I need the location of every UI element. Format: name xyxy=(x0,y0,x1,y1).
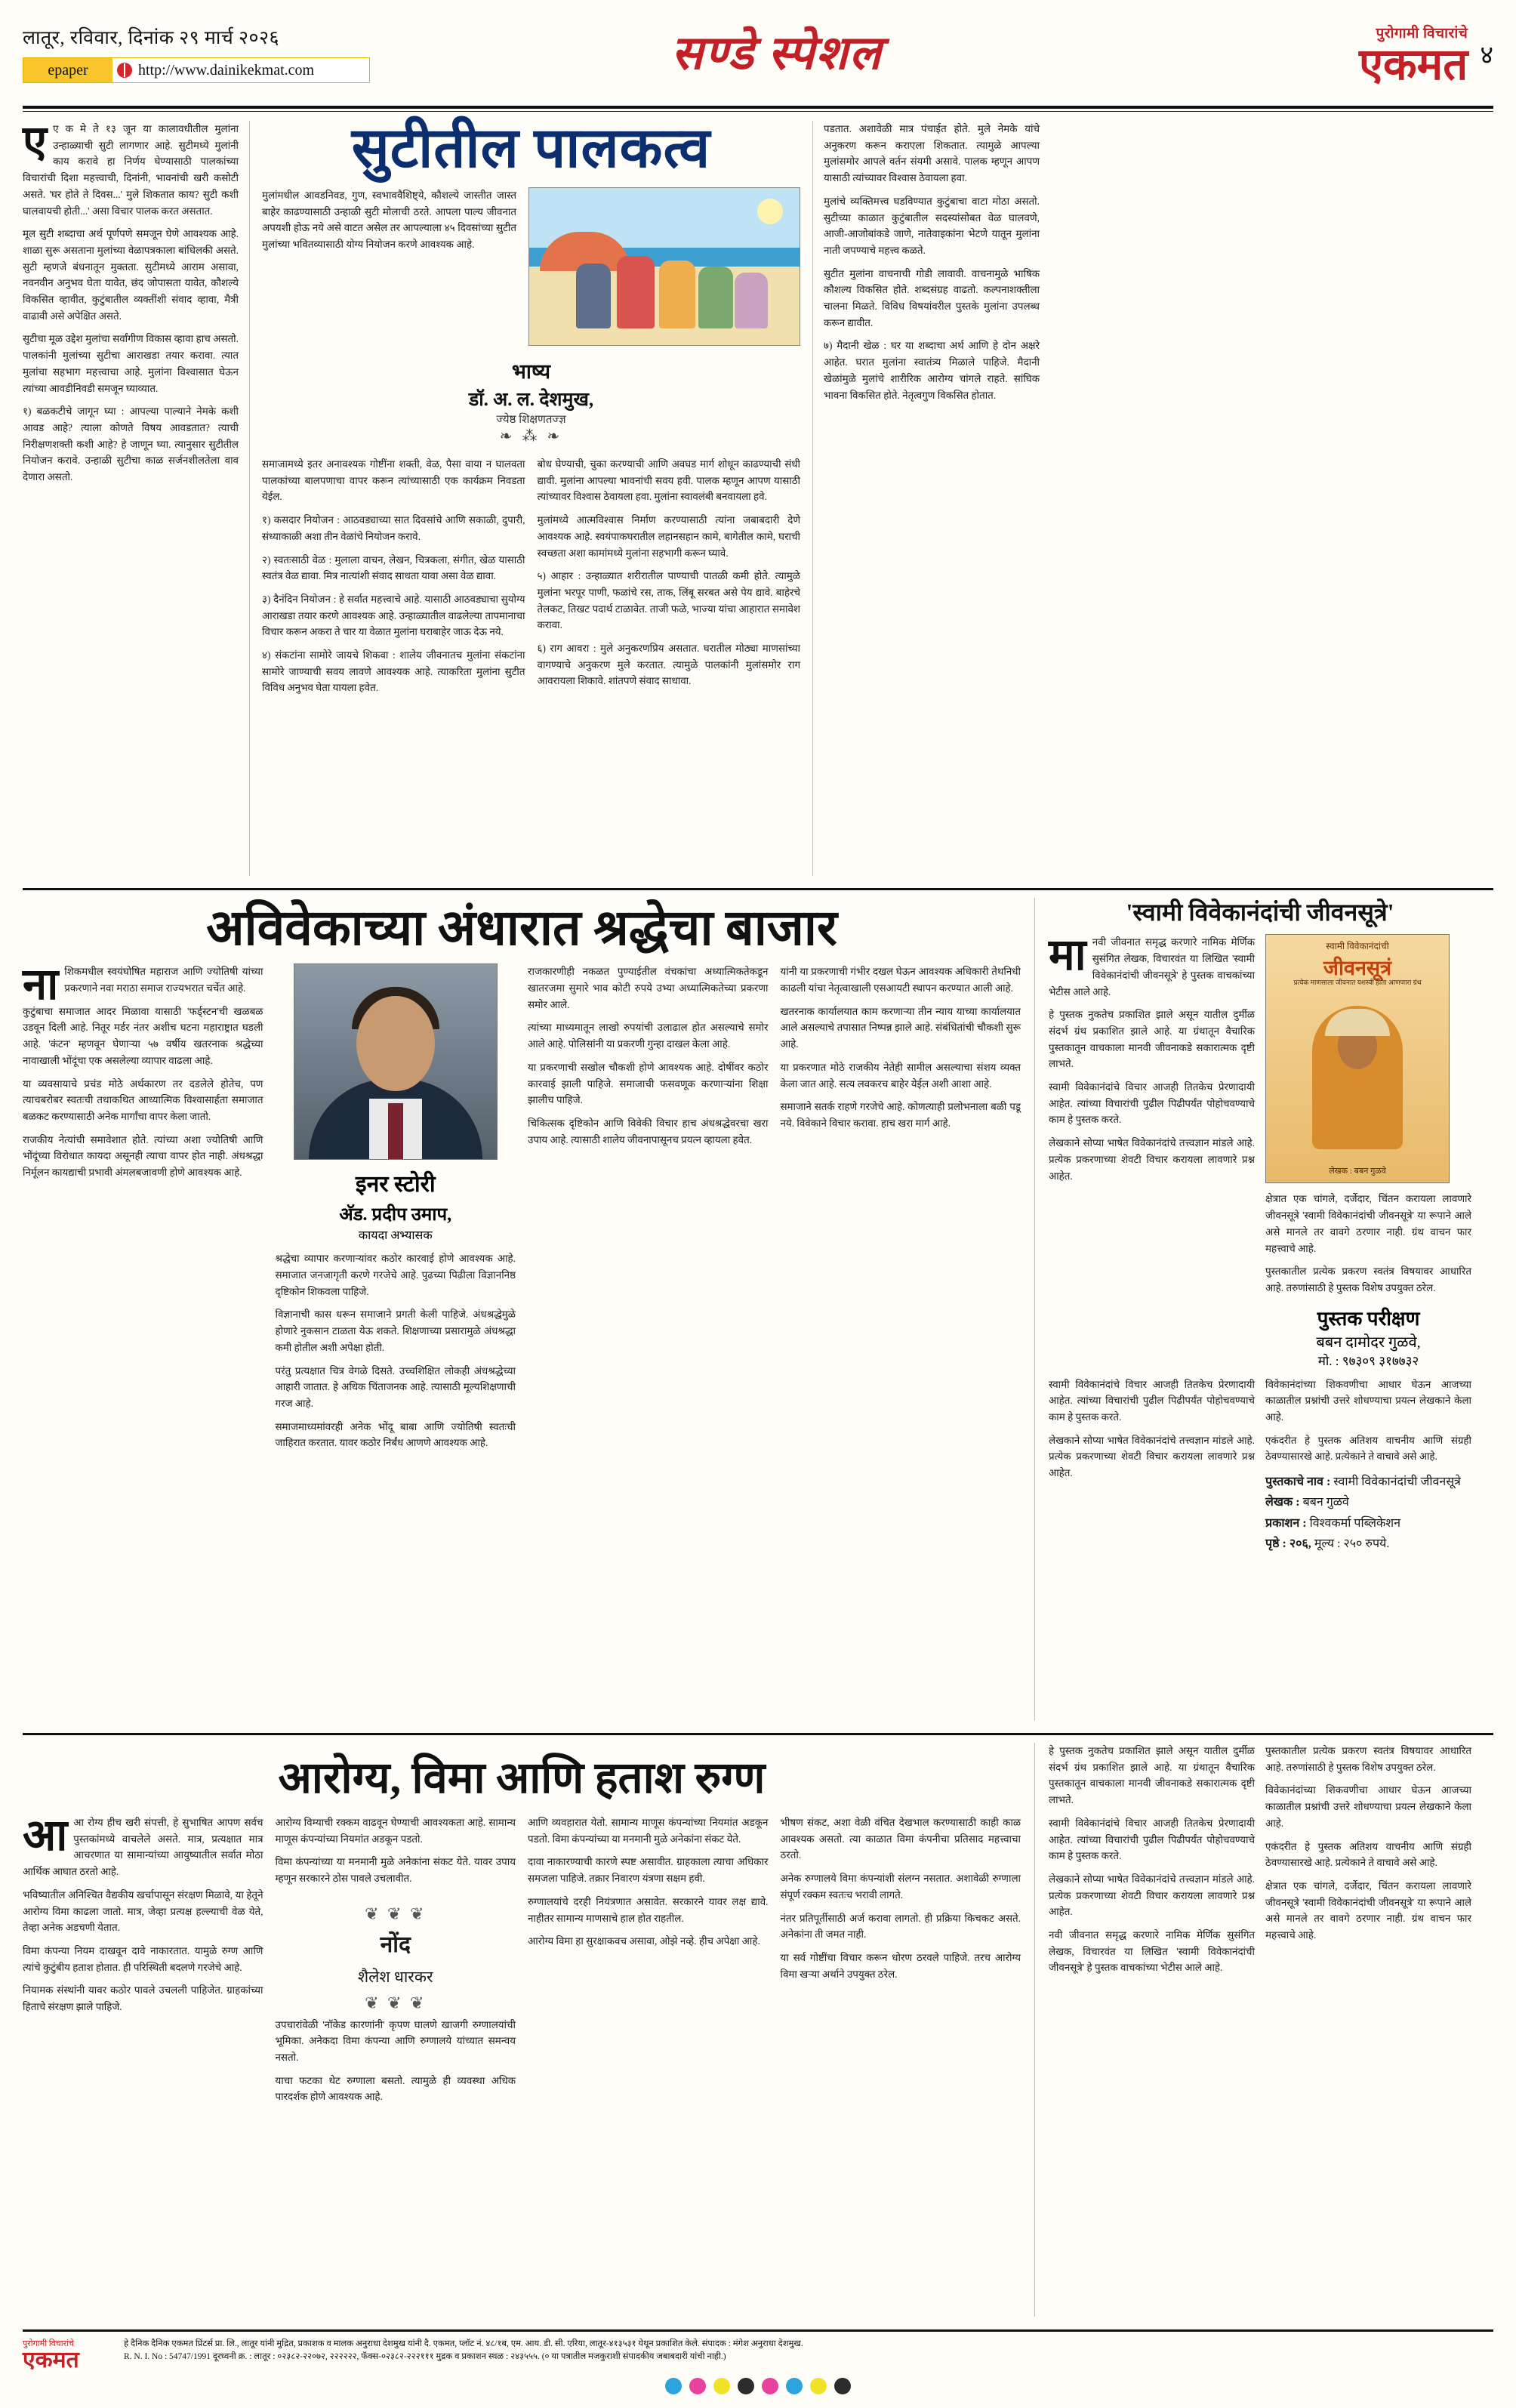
footer-body xyxy=(23,2332,1493,2372)
footer-rni-line: R. N. I. No : 54747/1991 दूरध्वनी क्र. : लातूर : ०२३८२-२२०७२, २२२२२२, फॅक्स-०२३८२-२२२१११ मुद्रक व प्रकाशन स्थळ : २४३५५५. (० या पत्रातील मजकुराशी संपादकीय जबाबदारी यांची नाही.) xyxy=(124,2352,726,2362)
epaper-label: epaper xyxy=(48,61,88,79)
child-figure xyxy=(659,261,695,328)
s3-c1-p1: आआ रोग्य हीच खरी संपत्ती, हे सुभाषित आपण सर्वच पुस्तकांमध्ये वाचलेले असते. मात्र, प्रत्यक्षात मात्र आचरणात या सामान्यांच्या आयुष्यातील सर्वात मोठा आर्थिक आघात ठरतो आहे. xyxy=(23,1811,263,1878)
s2-main-article xyxy=(23,898,1034,1721)
s3-c2-p4: याचा फटका थेट रुग्णाला बसतो. त्यामुळे ही व्यवस्था अधिक पारदर्शक होणे आवश्यक आहे. xyxy=(275,2074,516,2103)
s2-c2-p1: श्रद्धेचा व्यापार करणाऱ्यांवर कठोर कारवाई होणे आवश्यक आहे. समाजात जनजागृती करणे गरजेचे आहे. पुढच्या पिढीला विज्ञाननिष्ठ दृष्टिकोन शिकवला पाहिजे. xyxy=(275,1253,516,1297)
book-review-column-2-text xyxy=(1265,1191,1471,1296)
s1-c1-p1: एए क मे ते १३ जून या कालावधीतील मुलांना उन्हाळ्याची सुटी लागणार आहे. सुटीमध्ये मुलांनी काय करावे हा निर्णय घेण्यासाठी पालकांच्या विचारांची दिशा महत्त्वाची, दिनांनी, भावनांची खरी कसोटी असते. 'घर होते ते दिवस...' मुले शिकतात काय? सुटी कशी घालवायची होती...' असा विचार पालक करत असतात. xyxy=(23,117,239,217)
s3-c2-p1: आरोग्य विम्याची रक्कम वाढवून घेण्याची आवश्यकता आहे. सामान्य माणूस कंपन्यांच्या नियमांत अडकून पडतो. xyxy=(275,1817,516,1845)
registration-dots xyxy=(23,2378,1493,2394)
s1-c4-p4: ७) मैदानी खेळ : घर या शब्दाचा अर्थ आणि हे दोन अक्षरे आहेत. घरात मुलांना स्वातंत्र्य मिळाले पाहिजे. मैदानी खेळांमुळे मुलांचे शारीरिक आरोग्य चांगले राहते. सांघिक भावना विकसित होते. नेतृत्वगुण विकसित होतात. xyxy=(824,340,1040,401)
masthead-center xyxy=(415,20,1139,77)
s3-c2-p2: विमा कंपन्यांच्या या मनमानी मुळे अनेकांना संकट येते. यावर उपाय म्हणून सरकारने ठोस पावले उचलावीत. xyxy=(275,1856,516,1885)
s3-c3-p1: आणि व्यवहारात येतो. सामान्य माणूस कंपन्यांच्या नियमांत अडकून पडतो. विमा कंपन्यांच्या या मनमानी मुळे अनेकांना संकट येते. xyxy=(528,1817,769,1845)
masthead xyxy=(23,20,1493,101)
section-arogya-vima xyxy=(23,1743,1493,2317)
footer-logo-name: एकमत xyxy=(23,2348,79,2373)
s3r-columns xyxy=(1049,1743,1471,1983)
byline-name: अ‍ॅड. प्रदीप उमाप, xyxy=(339,1205,452,1226)
s2-c2-p4: समाजमाध्यमांवरही अनेक भोंदू बाबा आणि ज्योतिषी स्वतःची जाहिरात करतात. यावर कठोर निर्बंध आणणे आवश्यक आहे. xyxy=(275,1420,516,1449)
s1-c2-p1: समाजामध्ये इतर अनावश्यक गोष्टींना शक्ती, वेळ, पैसा वाया न घालवता पालकांच्या बालपणाचा वापर करून त्यांच्यासाठी एक कार्यक्रम निवडता येईल. xyxy=(262,458,525,503)
ornament: ❦ ❦ ❦ xyxy=(365,1993,427,2013)
dropcap: मा xyxy=(1049,930,1086,980)
s2-column-3 xyxy=(528,964,769,1458)
s1-c1-p2: मूल सुटी शब्दाचा अर्थ पूर्णपणे समजून घेणे आवश्यक आहे. शाळा सुरू असताना मुलांच्या वेळापत्रकाला बांधिलकी असते. सुटी म्हणजे बंधनातून मुक्तता. सुटीमध्ये आराम असावा, नवनवीन अनुभव घेता यावेत, छंद जोपासता यावेत, कौशल्ये विकसित व्हावीत, कुटुंबातील व्यक्तींशी संवाद व्हावा, मैत्री वाढावी असे अपेक्षित असते. xyxy=(23,228,239,322)
s1-c1-p3: सुटीचा मूळ उद्देश मुलांचा सर्वांगीण विकास व्हावा हाच असतो. पालकांनी मुलांच्या सुटीचा आराखडा तयार करावा. त्यात मुलांचा सहभाग महत्त्वाचा आहे. मुलांना विश्वासात घेऊन त्यांच्या आवडीनिवडी समजून घ्याव्यात. xyxy=(23,333,239,394)
masthead-left xyxy=(23,20,415,83)
s3-c1-p2: भविष्यातील अनिश्चित वैद्यकीय खर्चापासून संरक्षण मिळावे, या हेतूने आरोग्य विमा काढला जातो. मात्र, जेव्हा प्रत्यक्ष हल्ल्याची वेळ येते, तेव्हा अनेक अडचणी येतात. xyxy=(23,1888,263,1934)
s3r-c1-p3: लेखकाने सोप्या भाषेत विवेकानंदांचे तत्त्वज्ञान मांडले आहे. प्रत्येक प्रकरणाच्या शेवटी विचार करायला लावणारे प्रश्न आहेत. xyxy=(1049,1873,1255,1918)
br-c1-p1: मानवी जीवनात समृद्ध करणारे नामिक मेर्णिक सुसंगित लेखक, विचारवंत या लिखित 'स्वामी विवेकानंदांची जीवनसूत्रे' हे पुस्तक वाचकांच्या भेटीस आले आहे. xyxy=(1049,930,1255,997)
s3-c3-p4: आरोग्य विमा हा सुरक्षाकवच असावा, ओझे नव्हे. हीच अपेक्षा आहे. xyxy=(528,1935,760,1947)
s1-c4-p1: पडतात. अशावेळी मात्र पंचाईत होते. मुले नेमके यांचे अनुकरण करून कराएला शिकतात. त्यामुळे आपल्या मुलांसमोर आपले वर्तन संयमी असावे. पालक म्हणून आपण यासाठी त्यांच्यावर विश्वास ठेवायला हवा. xyxy=(824,123,1040,184)
s3-c3-p2: दावा नाकारण्याची कारणे स्पष्ट असावीत. ग्राहकाला त्याचा अधिकार समजला पाहिजे. तक्रार निवारण यंत्रणा सक्षम हवी. xyxy=(528,1856,769,1885)
book-publisher-value: विश्वकर्मा पब्लिकेशन xyxy=(1309,1516,1401,1530)
s2-c3-p3: या प्रकरणाची सखोल चौकशी होणे आवश्यक आहे. दोषींवर कठोर कारवाई झाली पाहिजे. समाजाची फसवणूक करणाऱ्यांना शिक्षा झालीच पाहिजे. xyxy=(528,1061,769,1106)
s3-right-continuation xyxy=(1035,1743,1471,2317)
br-c1-p3: स्वामी विवेकानंदांचे विचार आजही तितकेच प्रेरणादायी आहेत. त्यांच्या विचारांची पुढील पिढीपर्यंत पोहोचवण्याचे काम हे पुस्तक करते. xyxy=(1049,1081,1255,1126)
br-t1-p1: स्वामी विवेकानंदांचे विचार आजही तितकेच प्रेरणादायी आहेत. त्यांच्या विचारांची पुढील पिढीपर्यंत पोहोचवण्याचे काम हे पुस्तक करते. xyxy=(1049,1378,1255,1423)
child-figure xyxy=(617,256,655,328)
s2-byline xyxy=(276,1167,516,1243)
s1-column-1 xyxy=(23,117,249,876)
s1-column-4 xyxy=(813,121,1040,876)
sun-shape xyxy=(757,199,783,224)
s2-column-2 xyxy=(276,964,516,1458)
s2-headline: अविवेकाच्या अंधारात श्रद्धेचा बाजार xyxy=(206,901,837,956)
s3-column-1 xyxy=(23,1811,263,2112)
s2-column-4 xyxy=(781,964,1021,1458)
s2-c2-p2: विज्ञानाची कास धरून समाजाने प्रगती केली पाहिजे. अंधश्रद्धेमुळे होणारे नुकसान टाळता येऊ शकते. शिक्षणाच्या प्रसारामुळे अंधश्रद्धा कमी होतील अशी अपेक्षा होती. xyxy=(275,1309,516,1353)
book-review-article xyxy=(1035,898,1471,1721)
s1-c3-p3: ५) आहार : उन्हाळ्यात शरीरातील पाण्याची पातळी कमी होते. त्यामुळे मुलांना भरपूर पाणी, फळांचे रस, ताक, लिंबू सरबत असे पेय द्यावे. बाहेरचे तेलकट, तिखट पदार्थ टाळावेत. ताजी फळे, भाज्या यांचा आहारात समावेश करावा. xyxy=(537,570,800,631)
color-dot xyxy=(713,2378,730,2394)
br-c2-p1: क्षेत्रात एक चांगले, दर्जेदार, चिंतन करायला लावणारे जीवनसूत्रे 'स्वामी विवेकानंदांची जीवनसूत्रे' या रूपाने आले असे मानले तर वावगे ठरणार नाही. ग्रंथ वाचन फार महत्त्वाचे आहे. xyxy=(1265,1193,1471,1254)
s2-columns xyxy=(23,960,1021,1458)
s2-c1-p2: कुटुंबाचा समाजात आदर मिळावा यासाठी 'फर्ड्स्टन'ची खळबळ उडवून दिली आहे. नितूर मर्डर नंतर अशीच घटना महाराष्ट्रात घडली आहे. 'कंटन' म्हणवून घेणाऱ्या ५७ वर्षीय खतरनाक श्रद्धेच्या नावाखाली भोंदूंचा एक असलेल्या व्यापार वाढला आहे. xyxy=(23,1005,263,1066)
epaper-url[interactable]: http://www.dainikekmat.com xyxy=(138,61,315,79)
s3-columns xyxy=(23,1811,1021,2112)
s2-column-2-text xyxy=(276,1250,516,1451)
s3r-c1-p1: हे पुस्तक नुकतेच प्रकाशित झाले असून यातील दुर्मीळ संदर्भ ग्रंथ प्रकाशित झाले आहे. या ग्रंथातून वैचारिक पुस्तकातून वाचकाला मानवी जीवनाकडे सकारात्मक दृष्टी लाभते. xyxy=(1049,1745,1255,1806)
beach-photo xyxy=(528,187,800,346)
s1-c4-p3: सुटीत मुलांना वाचनाची गोडी लावावी. वाचनामुळे भाषिक कौशल्य विकसित होते. शब्दसंग्रह वाढतो. कल्पनाशक्तीला चालना मिळते. विविध विषयांवरील पुस्तके मुलांना उपलब्ध करून द्यावीत. xyxy=(824,267,1040,328)
masthead-rule-thin xyxy=(23,111,1493,112)
s2-c4-p2: खतरनाक कार्यालयात काम करणाऱ्या तीन न्याय याच्या कार्यालयात आले असल्याचे तपासात निष्पन्न झाले आहे. संबंधितांची चौकशी सुरू आहे. xyxy=(780,1005,1021,1050)
br-c1-p2: हे पुस्तक नुकतेच प्रकाशित झाले असून यातील दुर्मीळ संदर्भ ग्रंथ प्रकाशित झाले आहे. या ग्रंथातून वैचारिक पुस्तकातून वाचकाला मानवी जीवनाकडे सकारात्मक दृष्टी लाभते. xyxy=(1049,1009,1255,1070)
footer-imprint xyxy=(124,2338,1493,2364)
child-figure xyxy=(698,267,733,328)
s1-c2-p4: ३) दैनंदिन नियोजन : हे सर्वात महत्त्वाचे आहे. यासाठी आठवड्याचा सुयोग्य आराखडा तयार करणे आवश्यक आहे. उन्हाळ्यातील वाढलेल्या तापमानाचा विचार करून अकरा ते चार या वेळात मुलांना घराबाहेर जाऊ देऊ नये. xyxy=(262,593,525,638)
book-review-tail-1 xyxy=(1049,1377,1255,1554)
s3-headline: आरोग्य, विमा आणि हताश रुग्ण xyxy=(278,1753,766,1802)
book-review-headline: 'स्वामी विवेकानंदांची जीवनसूत्रे' xyxy=(1126,899,1394,926)
review-credit xyxy=(1265,1304,1471,1369)
page-footer xyxy=(23,2329,1493,2394)
s2-c1-p4: राजकीय नेत्यांची समावेशात होते. त्यांच्या अशा ज्योतिषी आणि भोंदूंच्या विरोधात कायदा असूनही त्याचा वापर होत नाही. अंधश्रद्धा निर्मूलन कायद्याची प्रभावी अंमलबजावणी होणे आवश्यक आहे. xyxy=(23,1133,263,1179)
s3r-c1-p2: स्वामी विवेकानंदांचे विचार आजही तितकेच प्रेरणादायी आहेत. त्यांच्या विचारांची पुढील पिढीपर्यंत पोहोचवण्याचे काम हे पुस्तक करते. xyxy=(1049,1817,1255,1862)
footer-logo-tagline: पुरोगामी विचारांचे xyxy=(23,2339,74,2348)
s2-c4-p1: यांनी या प्रकरणाची गंभीर दखल घेऊन आवश्यक अधिकारी तेथनिधी काढली यांचा नेतृत्वाखाली एसआयटी स्थापन करण्यात आली आहे. xyxy=(780,966,1021,994)
byline-kind: इनर स्टोरी xyxy=(355,1172,436,1198)
s1-column-2 xyxy=(262,456,525,703)
book-review-column-1 xyxy=(1049,930,1255,1368)
feature-lead-block xyxy=(262,187,800,346)
byline-role: ज्येष्ठ शिक्षणतज्ज्ञ xyxy=(496,414,566,426)
s3-c2-p3: उपचारांवेळी 'नॉकेड कारणांनी' कृपण घालणे खाजगी रुग्णालयांची भूमिका. अनेकदा विमा कंपन्या आणि रुग्णालये यांच्यात समन्वय नसतो. xyxy=(275,2018,516,2064)
book-name-row xyxy=(1265,1472,1471,1492)
color-dot xyxy=(738,2378,754,2394)
s2-c4-p4: समाजाने सतर्क राहणे गरजेचे आहे. कोणत्याही प्रलोभनाला बळी पडू नये. विवेकाने विचार करावा. हाच खरा मार्ग आहे. xyxy=(780,1101,1021,1129)
epaper-bar[interactable] xyxy=(23,57,370,83)
reviewer-name: बबन दामोदर गुळवे, xyxy=(1316,1333,1421,1351)
s2-c2-p3: परंतु प्रत्यक्षात चित्र वेगळे दिसते. उच्चशिक्षित लोकही अंधश्रद्धेच्या आहारी जातात. हे अधिक चिंताजनक आहे. त्यासाठी मूल्यशिक्षणाची गरज आहे. xyxy=(275,1364,516,1409)
book-price-value: मूल्य : २५० रुपये. xyxy=(1314,1537,1390,1550)
s2-c3-p4: चिकित्सक दृष्टिकोन आणि विवेकी विचार हाच अंधश्रद्धेवरचा खरा उपाय आहे. त्यासाठी शालेय जीवनापासूनच प्रयत्न व्हायला हवेत. xyxy=(528,1117,769,1145)
br-t2-p1: विवेकानंदांच्या शिकवणीचा आधार घेऊन आजच्या काळातील प्रश्नांची उत्तरे शोधण्याचा प्रयत्न लेखकाने केला आहे. xyxy=(1265,1378,1471,1423)
dropcap: ए xyxy=(23,117,48,166)
book-name-value: स्वामी विवेकानंदांची जीवनसूत्रे xyxy=(1333,1475,1461,1489)
byline-role: कायदा अभ्यासक xyxy=(358,1229,433,1243)
book-author-row xyxy=(1265,1492,1471,1512)
section-divider-1 xyxy=(23,888,1493,890)
s3-c4-p1: भीषण संकट, अशा वेळी वंचित देखभाल करण्यासाठी काही काळ आवश्यक असतो. त्या काळात विमा कंपनीचा प्रतिसाद महत्त्वाचा ठरतो. xyxy=(780,1817,1021,1861)
s3-c3-p3: रुग्णालयांचे दरही नियंत्रणात असावेत. सरकारने यावर लक्ष द्यावे. नाहीतर सामान्य माणसाचे हाल होत राहतील. xyxy=(528,1895,769,1924)
masthead-right xyxy=(1139,20,1493,89)
s3-column-4 xyxy=(781,1814,1021,2112)
book-name-label: पुस्तकाचे नाव : xyxy=(1265,1475,1331,1489)
s3-main-article xyxy=(23,1743,1034,2317)
s3-c1-p4: नियामक संस्थांनी यावर कठोर पावले उचलली पाहिजेत. ग्राहकांच्या हिताचे संरक्षण झाले पाहिजे. xyxy=(23,1984,263,2013)
br-c2-p2: पुस्तकातील प्रत्येक प्रकरण स्वतंत्र विषयावर आधारित आहे. तरुणांसाठी हे पुस्तक विशेष उपयुक्त ठरेल. xyxy=(1265,1266,1471,1293)
book-publisher-row xyxy=(1265,1513,1471,1534)
child-figure xyxy=(576,264,611,328)
s3r-column-1 xyxy=(1049,1743,1255,1983)
review-label: पुस्तक परीक्षण xyxy=(1317,1307,1420,1330)
book-author-label: लेखक : xyxy=(1265,1496,1300,1509)
cover-author: लेखक : बबन गुळवे xyxy=(1329,1167,1386,1176)
s1-c1-p4: १) बळकटीचे जागून घ्या : आपल्या पाल्याने नेमके कशी आवड आहे? त्याला कोणते विषय आवडतात? त्याची निरीक्षणशक्ती कशी आहे? हे जाणून घ्या. त्यानुसार सुटीतील नियोजन करावे. उन्हाळी सुटीचा काळ सर्जनशीलतेला वाव देणारा असतो. xyxy=(23,405,239,483)
book-metadata xyxy=(1265,1472,1471,1554)
section-avivekachya-andharat xyxy=(23,898,1493,1721)
cover-subtitle: प्रत्येक माणसाला जीवनात यशस्वी होता आणणारा ग्रंथ xyxy=(1293,979,1422,987)
color-dot xyxy=(786,2378,803,2394)
byline-name: शैलेश धारकर xyxy=(357,1968,433,1987)
cover-title: जीवनसूत्रं xyxy=(1323,957,1392,980)
dropcap: ना xyxy=(23,960,59,1010)
s2-c3-p1: राजकारणीही नकळत पुण्याईतील वंचकांचा अध्यात्मिकतेकडून खातरजमा सुमारे भाव कोटी रुपये उभ्या अध्यात्मिकतेच्या प्रकरणा समोर आले. xyxy=(528,966,769,1010)
feature-byline xyxy=(262,356,800,446)
s1-c3-p2: मुलांमध्ये आत्मविश्वास निर्माण करण्यासाठी त्यांना जबाबदारी देणे आवश्यक आहे. स्वयंपाकघरातील लहानसहान कामे, बागेतील कामे, घराची स्वच्छता अशा कामांमध्ये मुलांना सहभागी करून घ्यावे. xyxy=(537,514,800,559)
s3-c1-p3: विमा कंपन्या नियम दाखवून दावे नाकारतात. यामुळे रुग्ण आणि त्यांचे कुटुंबीय हताश होतात. ही परिस्थिती बदलणे गरजेचे आहे. xyxy=(23,1944,263,1973)
reviewer-contact: मो. : ९७३०९ ३१७७३२ xyxy=(1317,1353,1419,1368)
s3-byline xyxy=(276,1901,516,2017)
s3r-c2-p1: पुस्तकातील प्रत्येक प्रकरण स्वतंत्र विषयावर आधारित आहे. तरुणांसाठी हे पुस्तक विशेष उपयुक्त ठरेल. xyxy=(1265,1745,1471,1773)
footer-imprint-line: हे दैनिक दैनिक एकमत प्रिंटर्स प्रा. लि., लातूर यांनी मुद्रित, प्रकाशक व मालक अनुराधा देशमुख यांनी दै. एकमत, प्लॉट नं. ४८/१ब, एम. आय. डी. सी. एरिया, लातूर-४१३५३१ येथून प्रकाशित केले. संपादक : मंगेश अनुराधा देशमुख. xyxy=(124,2339,803,2348)
s2-c4-p3: या प्रकरणात मोठे राजकीय नेतेही सामील असल्याचा संशय व्यक्त केला जात आहे. सत्य लवकरच बाहेर येईल अशी आशा आहे. xyxy=(780,1061,1021,1090)
color-dot xyxy=(689,2378,706,2394)
book-review-column-2 xyxy=(1265,934,1471,1368)
color-dot xyxy=(762,2378,778,2394)
byline-kind: भाष्य xyxy=(511,360,551,383)
book-review-tail xyxy=(1049,1377,1471,1554)
dropcap: आ xyxy=(23,1811,68,1860)
ornament: ❧ ⁂ ❧ xyxy=(499,428,563,445)
page-number: ४ xyxy=(1480,42,1493,69)
cover-top-text: स्वामी विवेकानंदांची xyxy=(1326,941,1389,952)
s3-column-2 xyxy=(276,1814,516,2112)
s1-c4-p2: मुलांचे व्यक्तिमत्त्व घडविण्यात कुटुंबाचा वाटा मोठा असतो. सुटीच्या काळात कुटुंबातील सदस्यांसोबत वेळ घालवणे, आजी-आजोबांकडे जाणे, नातेवाइकांना भेटणे यातून मुलांना नाती जपण्याचे महत्त्व कळते. xyxy=(824,195,1040,256)
s3-c4-p3: नंतर प्रतिपूर्तीसाठी अर्ज करावा लागतो. ही प्रक्रिया किचकट असते. अनेकांना ती जमत नाही. xyxy=(780,1912,1021,1941)
book-author-value: बबन गुळवे xyxy=(1302,1496,1349,1509)
s3-c4-p2: अनेक रुग्णालये विमा कंपन्यांशी संलग्न नसतात. अशावेळी रुग्णाला संपूर्ण रक्कम स्वतःच भरावी लागते. xyxy=(780,1873,1021,1901)
globe-icon xyxy=(117,63,132,78)
supplement-title: सण्डे स्पेशल xyxy=(671,28,883,79)
s3r-column-2 xyxy=(1265,1743,1471,1983)
br-c1-p4: लेखकाने सोप्या भाषेत विवेकानंदांचे तत्त्वज्ञान मांडले आहे. प्रत्येक प्रकरणाच्या शेवटी विचार करायला लावणारे प्रश्न आहेत. xyxy=(1049,1137,1255,1182)
section-sutitil-palakatva xyxy=(23,117,1493,876)
s2-c3-p2: त्यांच्या माध्यमातून लाखो रुपयांची उलाढाल होत असल्याचे समोर आले आहे. पोलिसांनी या प्रकरणी गुन्हा दाखल केला आहे. xyxy=(528,1022,769,1050)
s3r-c2-p2: विवेकानंदांच्या शिकवणीचा आधार घेऊन आजच्या काळातील प्रश्नांची उत्तरे शोधण्याचा प्रयत्न लेखकाने केला आहे. xyxy=(1265,1784,1471,1829)
book-pages-label: पृष्ठे : २०६, xyxy=(1265,1537,1311,1550)
feature-lead: मुलांमधील आवडनिवड, गुण, स्वभाववैशिष्ट्ये, कौशल्ये जास्तीत जास्त बाहेर काढण्यासाठी उन्हाळी सुटी मोलाची ठरते. आपला पाल्य जीवनात अपयशी होऊ नये असे वाटत असेल तर आपल्याला ४५ दिवसांच्या सुटीत मुलांच्या भवितव्यासाठी योग्य नियोजन करणे आवश्यक आहे. xyxy=(262,190,516,251)
s1-column-3 xyxy=(538,456,801,703)
masthead-logo: एकमत xyxy=(1358,40,1468,89)
book-publisher-label: प्रकाशन : xyxy=(1265,1516,1307,1530)
color-dot xyxy=(810,2378,827,2394)
s1-c3-p1: बोध घेण्याची, चुका करण्याची आणि अवघड मार्ग शोधून काढण्याची संधी द्यावी. मुलांना आपल्या भावनांची सवय हवी. पालक म्हणून आपण यासाठी त्यांच्यावर विश्वास ठेवायला हवा. मुलांना स्वावलंबी बनवायला हवे. xyxy=(537,458,800,503)
portrait-face xyxy=(356,996,435,1091)
section-divider-2 xyxy=(23,1733,1493,1735)
s1-c2-p2: १) कसदार नियोजन : आठवड्याच्या सात दिवसांचे आणि सकाळी, दुपारी, संध्याकाळी अशा तीन वेळांचे नियोजन करावे. xyxy=(262,514,525,542)
s3r-c2-p4: क्षेत्रात एक चांगले, दर्जेदार, चिंतन करायला लावणारे जीवनसूत्रे 'स्वामी विवेकानंदांची जीवनसूत्रे' या रूपाने आले असे मानले तर वावगे ठरणार नाही. ग्रंथ वाचन फार महत्त्वाचे आहे. xyxy=(1265,1879,1471,1941)
s1-c3-p4: ६) राग आवरा : मुले अनुकरणप्रिय असतात. घरातील मोठ्या माणसांच्या वागण्याचे अनुकरण मुले करतात. त्यामुळे पालकांनी मुलांसमोर राग आवरायला शिकावे. शांतपणे संवाद साधावा. xyxy=(537,643,800,687)
br-t2-p2: एकंदरीत हे पुस्तक अतिशय वाचनीय आणि संग्रही ठेवण्यासारखे आहे. प्रत्येकाने ते वाचावे असे आहे. xyxy=(1265,1434,1471,1463)
s1-feature xyxy=(250,118,812,876)
masthead-tagline: पुरोगामी विचारांचे xyxy=(1376,26,1468,42)
color-dot xyxy=(834,2378,851,2394)
s3r-c2-p3: एकंदरीत हे पुस्तक अतिशय वाचनीय आणि संग्रही ठेवण्यासारखे आहे. प्रत्येकाने ते वाचावे असे आहे. xyxy=(1265,1840,1471,1869)
s2-c1-p1: नाशिकमधील स्वयंघोषित महाराज आणि ज्योतिषी यांच्या प्रकरणाने नवा मराठा समाज राज्यभरात चर्चेत आहे. xyxy=(23,960,263,1010)
s2-column-1 xyxy=(23,960,263,1458)
book-review-tail-2 xyxy=(1265,1377,1471,1554)
feature-headline: सुटीतील पालकत्व xyxy=(351,118,711,180)
s2-c1-p3: या व्यवसायाचे प्रचंड मोठे अर्थकारण तर दडलेले होतेच, पण त्याचबरोबर स्वतःची तथाकथित आध्यात्मिक विश्वासार्हता समाजात बळकट करण्यासाठी अनेक मार्गांचा वापर केला जातो. xyxy=(23,1078,263,1122)
s1-c2-p5: ४) संकटांना सामोरे जायचे शिकवा : शालेय जीवनातच मुलांना संकटांना सामोरे जाण्याची सवय लावणे आवश्यक आहे. त्याकरिता मुलांना सुटीत विविध अनुभव घेता यायला हवेत. xyxy=(262,649,525,694)
book-price-row xyxy=(1265,1534,1471,1554)
s1-c2-p3: २) स्वतःसाठी वेळ : मुलाला वाचन, लेखन, चित्रकला, संगीत, खेळ यासाठी स्वतंत्र वेळ द्यावा. मित्र नात्यांशी संवाद साधता यावा असा वेळ द्यावा. xyxy=(262,553,525,582)
book-review-body xyxy=(1049,930,1471,1368)
s3r-c1-p4: नवी जीवनात समृद्ध करणारे नामिक मेर्णिक सुसंगित लेखक, विचारवंत या लिखित 'स्वामी विवेकानंदांची जीवनसूत्रे' हे पुस्तक वाचकांच्या भेटीस आले आहे. xyxy=(1049,1929,1255,1974)
book-cover-image xyxy=(1265,934,1450,1183)
dateline: लातूर, रविवार, दिनांक २९ मार्च २०२६ xyxy=(23,28,279,48)
color-dot xyxy=(665,2378,682,2394)
byline-name: डॉ. अ. ल. देशमुख, xyxy=(468,390,594,410)
br-t1-p2: लेखकाने सोप्या भाषेत विवेकानंदांचे तत्त्वज्ञान मांडले आहे. प्रत्येक प्रकरणाच्या शेवटी विचार करायला लावणारे प्रश्न आहेत. xyxy=(1049,1434,1255,1479)
s3-column-3 xyxy=(528,1814,769,2112)
s3-c4-p4: या सर्व गोष्टींचा विचार करून धोरण ठरवले पाहिजे. तरच आरोग्य विमा खऱ्या अर्थाने उपयुक्त ठरेल. xyxy=(780,1951,1021,1980)
footer-logo xyxy=(23,2338,113,2372)
portrait-tie xyxy=(388,1103,403,1159)
author-portrait xyxy=(294,964,498,1160)
masthead-rule xyxy=(23,106,1493,109)
ornament: ❦ ❦ ❦ xyxy=(365,1904,427,1923)
byline-kind: नोंद xyxy=(380,1932,411,1958)
s1-mid-columns xyxy=(262,456,800,703)
child-figure xyxy=(735,273,768,328)
